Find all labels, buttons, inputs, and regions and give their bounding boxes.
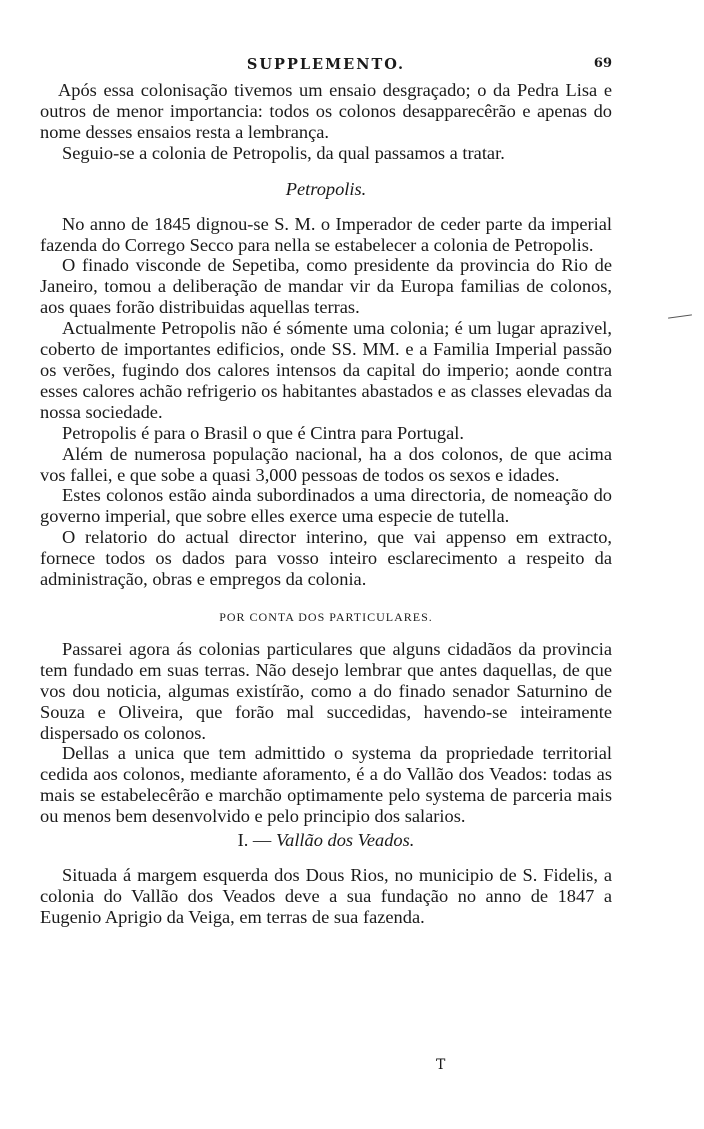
paragraph: Além de numerosa população nacional, ha a dos colonos, de que acima vos fallei, e que sobe a quasi 3,000 pessoas de todos os sexos e idades.: [40, 443, 612, 485]
subsection-name: Vallão dos Veados.: [275, 830, 415, 851]
running-head: [40, 56, 612, 80]
book-page: [40, 56, 612, 928]
paragraph: No anno de 1845 dignou-se S. M. o Imperador de ceder parte da imperial fazenda do Corrego Secco para nella se estabelecer a colonia de Petropolis.: [40, 213, 612, 255]
page-number: 69: [593, 56, 612, 71]
signature-mark: T: [436, 1057, 446, 1073]
margin-mark: [668, 314, 692, 318]
paragraph: Estes colonos estão ainda subordinados a uma directoria, de nomeação do governo imperial, que sobre elles exerce uma especie de tutella.: [40, 485, 612, 527]
paragraph: Actualmente Petropolis não é sómente uma colonia; é um lugar aprazivel, coberto de importantes edificios, onde SS. MM. e a Familia Imperial passão os verões, fugindo dos calores intensos da capital do imperio; aonde contra esses calores achão refrigerio os habitantes abastados e as classes elevadas da nossa sociedade.: [40, 318, 612, 422]
paragraph: O finado visconde de Sepetiba, como presidente da provincia do Rio de Janeiro, tomou a deliberação de mandar vir da Europa familias de colonos, aos quaes forão distribuidas aquellas terras.: [40, 255, 612, 318]
paragraph: Após essa colonisação tivemos um ensaio desgraçado; o da Pedra Lisa e outros de menor importancia: todos os colonos desapparecêrão e apenas do nome desses ensaios resta a lembrança.: [40, 80, 612, 142]
section-title-petropolis: Petropolis.: [285, 178, 367, 199]
paragraph: Dellas a unica que tem admittido o systema da propriedade territorial cedida aos colonos, mediante aforamento, é a do Vallão dos Veados: todas as mais se estabelecêrão e marchão optimamente pelo systema de parceria mais ou menos bem desenvolvido e pelo principio dos salarios.: [40, 743, 612, 827]
paragraph: O relatorio do actual director interino, que vai appenso em extracto, fornece todos os dados para vosso inteiro esclarecimento a respeito da administração, obras e empregos da colonia.: [40, 527, 612, 590]
paragraph: Passarei agora ás colonias particulares que alguns cidadãos da provincia tem fundado em suas terras. Não desejo lembrar que antes daquellas, de que vos dou noticia, algumas existírão, como a do finado senador Saturnino de Souza e Oliveira, que forão mal succedidas, havendo-se inteiramente dispersado os colonos.: [40, 638, 612, 743]
body-text: [40, 80, 612, 928]
heading-particulares: POR CONTA DOS PARTICULARES.: [219, 609, 433, 624]
paragraph: Seguio-se a colonia de Petropolis, da qual passamos a tratar.: [62, 142, 505, 163]
running-title: SUPPLEMENTO.: [246, 56, 406, 73]
subsection-numeral: I. —: [237, 830, 272, 851]
subsection-title: [40, 829, 612, 851]
paragraph: Petropolis é para o Brasil o que é Cintra para Portugal.: [62, 422, 464, 443]
paragraph: Situada á margem esquerda dos Dous Rios, no municipio de S. Fidelis, a colonia do Vallão dos Veados deve a sua fundação no anno de 1847 a Eugenio Aprigio da Veiga, em terras de sua fazenda.: [40, 865, 612, 927]
